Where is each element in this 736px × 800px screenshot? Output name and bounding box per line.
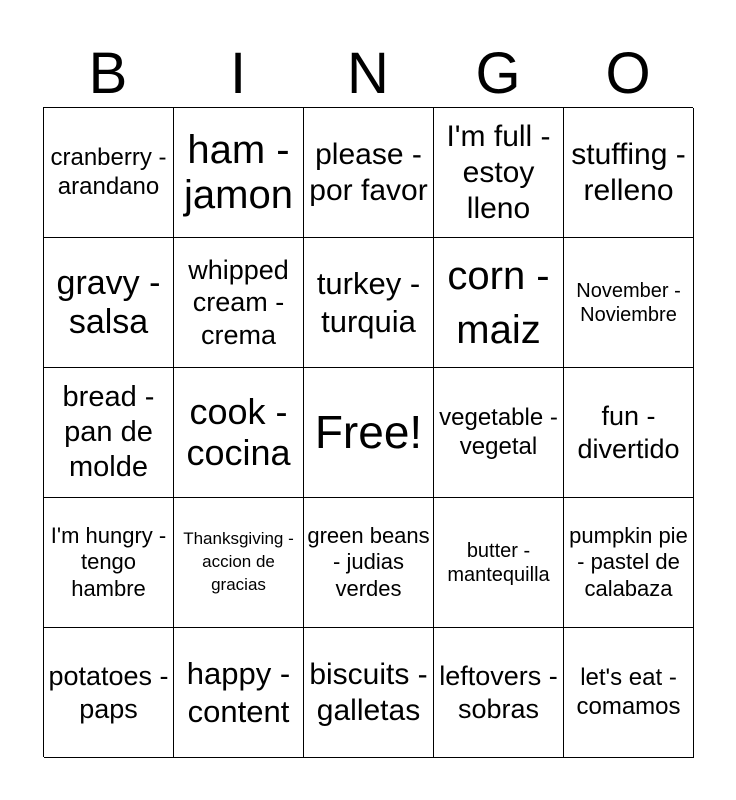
cell-text: whipped cream - crema — [188, 254, 289, 350]
cell-text: happy - content — [186, 656, 291, 729]
cell-text: I'm hungry - tengo hambre — [50, 522, 167, 601]
bingo-cell[interactable] — [174, 628, 304, 758]
header-letter-g: G — [475, 41, 521, 106]
bingo-cell[interactable] — [44, 628, 174, 758]
cell-text: fun - divertido — [577, 401, 680, 464]
cell-text: ham - jamon — [184, 127, 293, 217]
cell-text: bread - pan de molde — [62, 381, 155, 483]
free-space-text: Free! — [314, 405, 423, 458]
header-letter-i: I — [229, 41, 247, 106]
cell-text: turkey - turquia — [316, 266, 421, 339]
bingo-cell[interactable] — [304, 498, 434, 628]
bingo-cell[interactable] — [564, 628, 694, 758]
bingo-cell[interactable] — [174, 238, 304, 368]
bingo-cell[interactable] — [434, 368, 564, 498]
header-letter-b: B — [88, 41, 128, 106]
bingo-cell[interactable] — [564, 108, 694, 238]
cell-text: cook - cocina — [186, 391, 291, 473]
free-space-cell[interactable] — [304, 368, 434, 498]
cell-text: please - por favor — [309, 137, 428, 207]
cell-text: Thanksgiving - accion de gracias — [183, 529, 294, 594]
cell-text: vegetable - vegetal — [439, 403, 558, 460]
bingo-cell[interactable] — [44, 238, 174, 368]
cell-text: butter - mantequilla — [447, 539, 550, 586]
bingo-cell[interactable] — [434, 498, 564, 628]
cell-text: November - Noviembre — [576, 279, 681, 326]
cell-text: biscuits - galletas — [309, 657, 428, 727]
cell-text: pumpkin pie - pastel de calabaza — [569, 522, 688, 601]
bingo-cell[interactable] — [564, 498, 694, 628]
bingo-header — [43, 38, 693, 110]
cell-text: potatoes - paps — [48, 661, 169, 724]
cell-text: leftovers - sobras — [439, 661, 558, 724]
cell-text: green beans - judias verdes — [307, 522, 430, 601]
bingo-cell[interactable] — [44, 108, 174, 238]
bingo-cell[interactable] — [434, 108, 564, 238]
bingo-cell[interactable] — [304, 238, 434, 368]
bingo-cell[interactable] — [564, 238, 694, 368]
bingo-board — [43, 107, 693, 757]
bingo-cell[interactable] — [304, 108, 434, 238]
bingo-cell[interactable] — [174, 368, 304, 498]
bingo-cell[interactable] — [304, 628, 434, 758]
header-letter-n: N — [347, 41, 389, 106]
cell-text: let's eat - comamos — [576, 663, 681, 720]
cell-text: stuffing - relleno — [571, 137, 686, 207]
bingo-cell[interactable] — [434, 628, 564, 758]
bingo-cell[interactable] — [564, 368, 694, 498]
cell-text: gravy - salsa — [56, 264, 161, 341]
bingo-cell[interactable] — [44, 368, 174, 498]
cell-text: I'm full - estoy lleno — [446, 119, 551, 225]
cell-text: cranberry - arandano — [50, 143, 167, 200]
bingo-cell[interactable] — [44, 498, 174, 628]
header-letter-o: O — [605, 41, 651, 106]
cell-text: corn - maiz — [447, 253, 550, 352]
bingo-cell[interactable] — [174, 498, 304, 628]
bingo-cell[interactable] — [434, 238, 564, 368]
bingo-cell[interactable] — [174, 108, 304, 238]
